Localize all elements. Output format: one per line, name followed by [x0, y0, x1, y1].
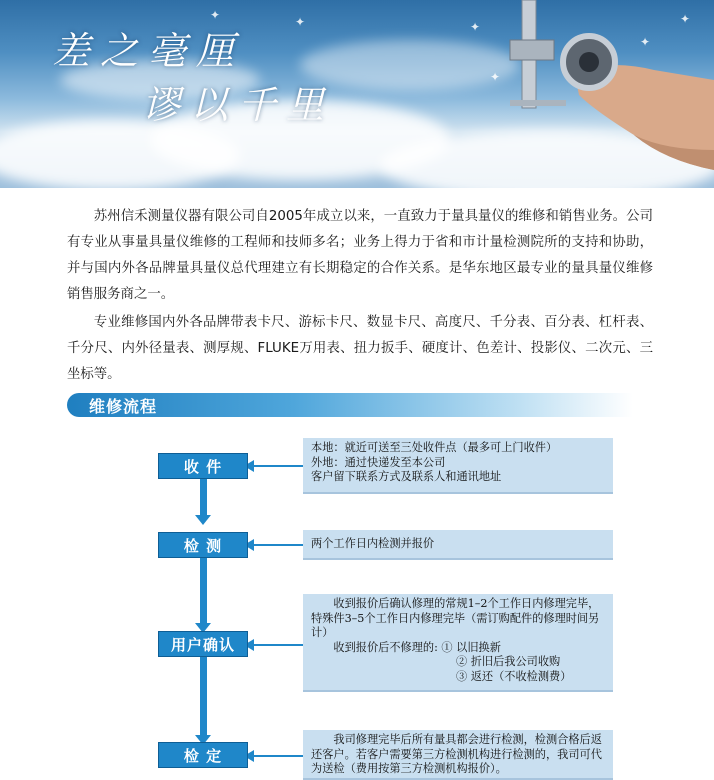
- slogan-line-2: 谬以千里: [142, 83, 335, 127]
- flow-connector: [200, 657, 207, 737]
- flow-connector: [200, 557, 207, 625]
- flow-link: [248, 544, 303, 546]
- step-verify: 检 定: [158, 742, 248, 768]
- intro-paragraph-2: 专业维修国内外各品牌带表卡尺、游标卡尺、数显卡尺、高度尺、千分表、百分表、杠杆表、千分尺、内外径量表、测厚规、FLUKE万用表、扭力扳手、硬度计、色差计、投影仪、二次元、三坐标等。: [67, 315, 653, 382]
- step-verify-description: [303, 730, 613, 780]
- box-line: 两个工作日内检测并报价: [311, 537, 435, 550]
- flow-link: [248, 644, 303, 646]
- flow-link: [248, 465, 303, 467]
- box-line: 外地：通过快递发至本公司: [311, 455, 446, 469]
- bird-icon: ✦: [470, 20, 481, 34]
- intro-paragraph-1: 苏州信禾测量仪器有限公司自2005年成立以来，一直致力于量具量仪的维修和销售业务。公司有专业从事量具量仪维修的工程师和技师多名；业务上得力于省和市计量检测院所的支持和协助，并与国内外各品牌量具量仪总代理建立有长期稳定的合作关系。是华东地区最专业的量具量仪维修销售服务商之一。: [67, 209, 653, 302]
- section-title: 维修流程: [89, 397, 158, 416]
- bird-icon: ✦: [680, 12, 691, 26]
- section-header: [67, 393, 633, 417]
- box-option: ③ 返还（不收检测费）: [456, 669, 572, 683]
- caliper-hand-illustration: [484, 0, 714, 188]
- slogan-line-1: 差之毫厘: [52, 29, 245, 73]
- box-line: 本地：就近可送至三处收件点（最多可上门收件）: [311, 441, 558, 454]
- bird-icon: ✦: [490, 70, 501, 84]
- box-paragraph: 收到报价后不修理的: ① 以旧换新: [333, 640, 501, 654]
- box-paragraph: 收到报价后确认修理的常规1–2个工作日内修理完毕，特殊件3–5个工作日内修理完毕（需订购配件的修理时间另计）: [311, 597, 600, 639]
- step-user-confirm: 用户确认: [158, 631, 248, 657]
- flow-connector: [200, 479, 207, 517]
- flow-link: [248, 755, 303, 757]
- step-inspect-description: [303, 530, 613, 560]
- box-line: 客户留下联系方式及联系人和通讯地址: [311, 470, 502, 483]
- box-option: ② 折旧后我公司收购: [456, 655, 561, 668]
- bird-icon: ✦: [210, 8, 221, 22]
- step-inspect: 检 测: [158, 532, 248, 558]
- bird-icon: ✦: [640, 35, 651, 49]
- box-paragraph: 我司修理完毕后所有量具都会进行检测，检测合格后返还客户。若客户需要第三方检测机构进行检测的，我司可代为送检（费用按第三方检测机构报价）。: [311, 733, 602, 775]
- step-confirm-description: [303, 594, 613, 692]
- bird-icon: ✦: [295, 15, 306, 29]
- arrow-down-icon: [195, 515, 211, 525]
- step-receive: 收 件: [158, 453, 248, 479]
- step-receive-description: [303, 438, 613, 494]
- banner-image: [0, 0, 714, 188]
- company-intro: [67, 204, 653, 388]
